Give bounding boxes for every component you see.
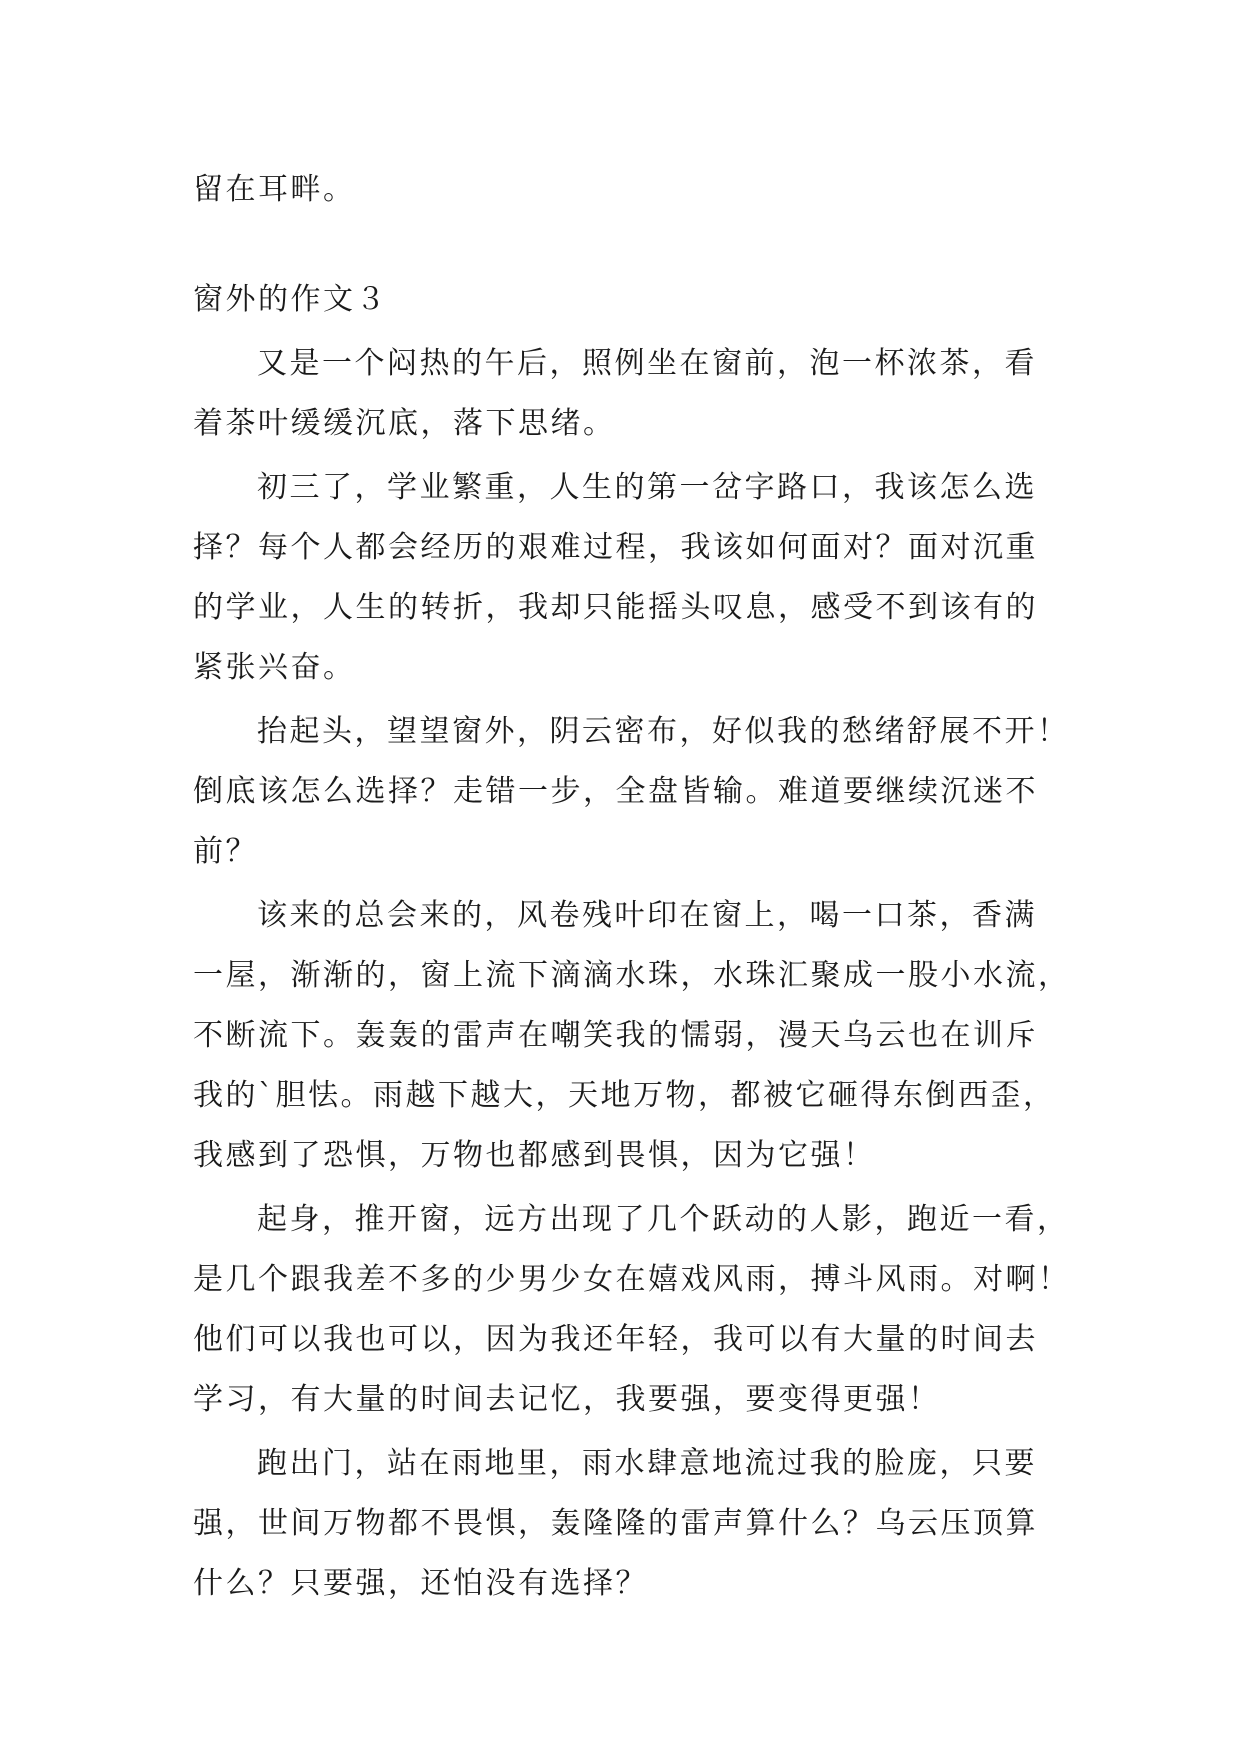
text-line: 什么？只要强，还怕没有选择？ (193, 1566, 648, 1601)
text-line: 我感到了恐惧，万物也都感到畏惧，因为它强！ (193, 1138, 876, 1173)
text-line: 抬起头，望望窗外，阴云密布，好似我的愁绪舒展不开！ (257, 714, 1070, 749)
paragraph-4 (193, 886, 1071, 1186)
text-line: 学习，有大量的时间去记忆，我要强，要变得更强！ (193, 1382, 941, 1417)
text-line: 前？ (193, 834, 258, 869)
text-line: 起身，推开窗，远方出现了几个跃动的人影，跑近一看， (257, 1202, 1070, 1237)
text-line: 他们可以我也可以，因为我还年轻，我可以有大量的时间去 (193, 1322, 1038, 1357)
paragraph-5 (193, 1190, 1071, 1430)
text-line: 的学业，人生的转折，我却只能摇头叹息，感受不到该有的 (193, 590, 1038, 625)
text-line: 我的`胆怯。雨越下越大，天地万物，都被它砸得东倒西歪， (193, 1078, 1056, 1113)
section-heading: 窗外的作文３ (193, 282, 388, 317)
text-line: 择？每个人都会经历的艰难过程，我该如何面对？面对沉重 (193, 530, 1038, 565)
document-body (193, 160, 1071, 1614)
paragraph-1 (193, 334, 1063, 454)
text-line: 又是一个闷热的午后，照例坐在窗前，泡一杯浓茶，看 (257, 346, 1037, 381)
text-line: 强，世间万物都不畏惧，轰隆隆的雷声算什么？乌云压顶算 (193, 1506, 1038, 1541)
text-line: 跑出门，站在雨地里，雨水肆意地流过我的脸庞，只要 (257, 1446, 1037, 1481)
text-line: 紧张兴奋。 (193, 650, 356, 685)
paragraph-6 (193, 1434, 1063, 1614)
text-line: 一屋，渐渐的，窗上流下滴滴水珠，水珠汇聚成一股小水流， (193, 958, 1071, 993)
text-line: 倒底该怎么选择？走错一步，全盘皆输。难道要继续沉迷不 (193, 774, 1038, 809)
text-line: 该来的总会来的，风卷残叶印在窗上，喝一口茶，香满 (257, 898, 1037, 933)
text-line: 是几个跟我差不多的少男少女在嬉戏风雨，搏斗风雨。对啊！ (193, 1262, 1071, 1297)
text-line: 初三了，学业繁重，人生的第一岔字路口，我该怎么选 (257, 470, 1037, 505)
paragraph-2 (193, 458, 1063, 698)
paragraph-3 (193, 702, 1070, 882)
text-line: 留在耳畔。 (193, 172, 356, 207)
text-line: 不断流下。轰轰的雷声在嘲笑我的懦弱，漫天乌云也在训斥 (193, 1018, 1038, 1053)
text-line: 着茶叶缓缓沉底，落下思绪。 (193, 406, 616, 441)
